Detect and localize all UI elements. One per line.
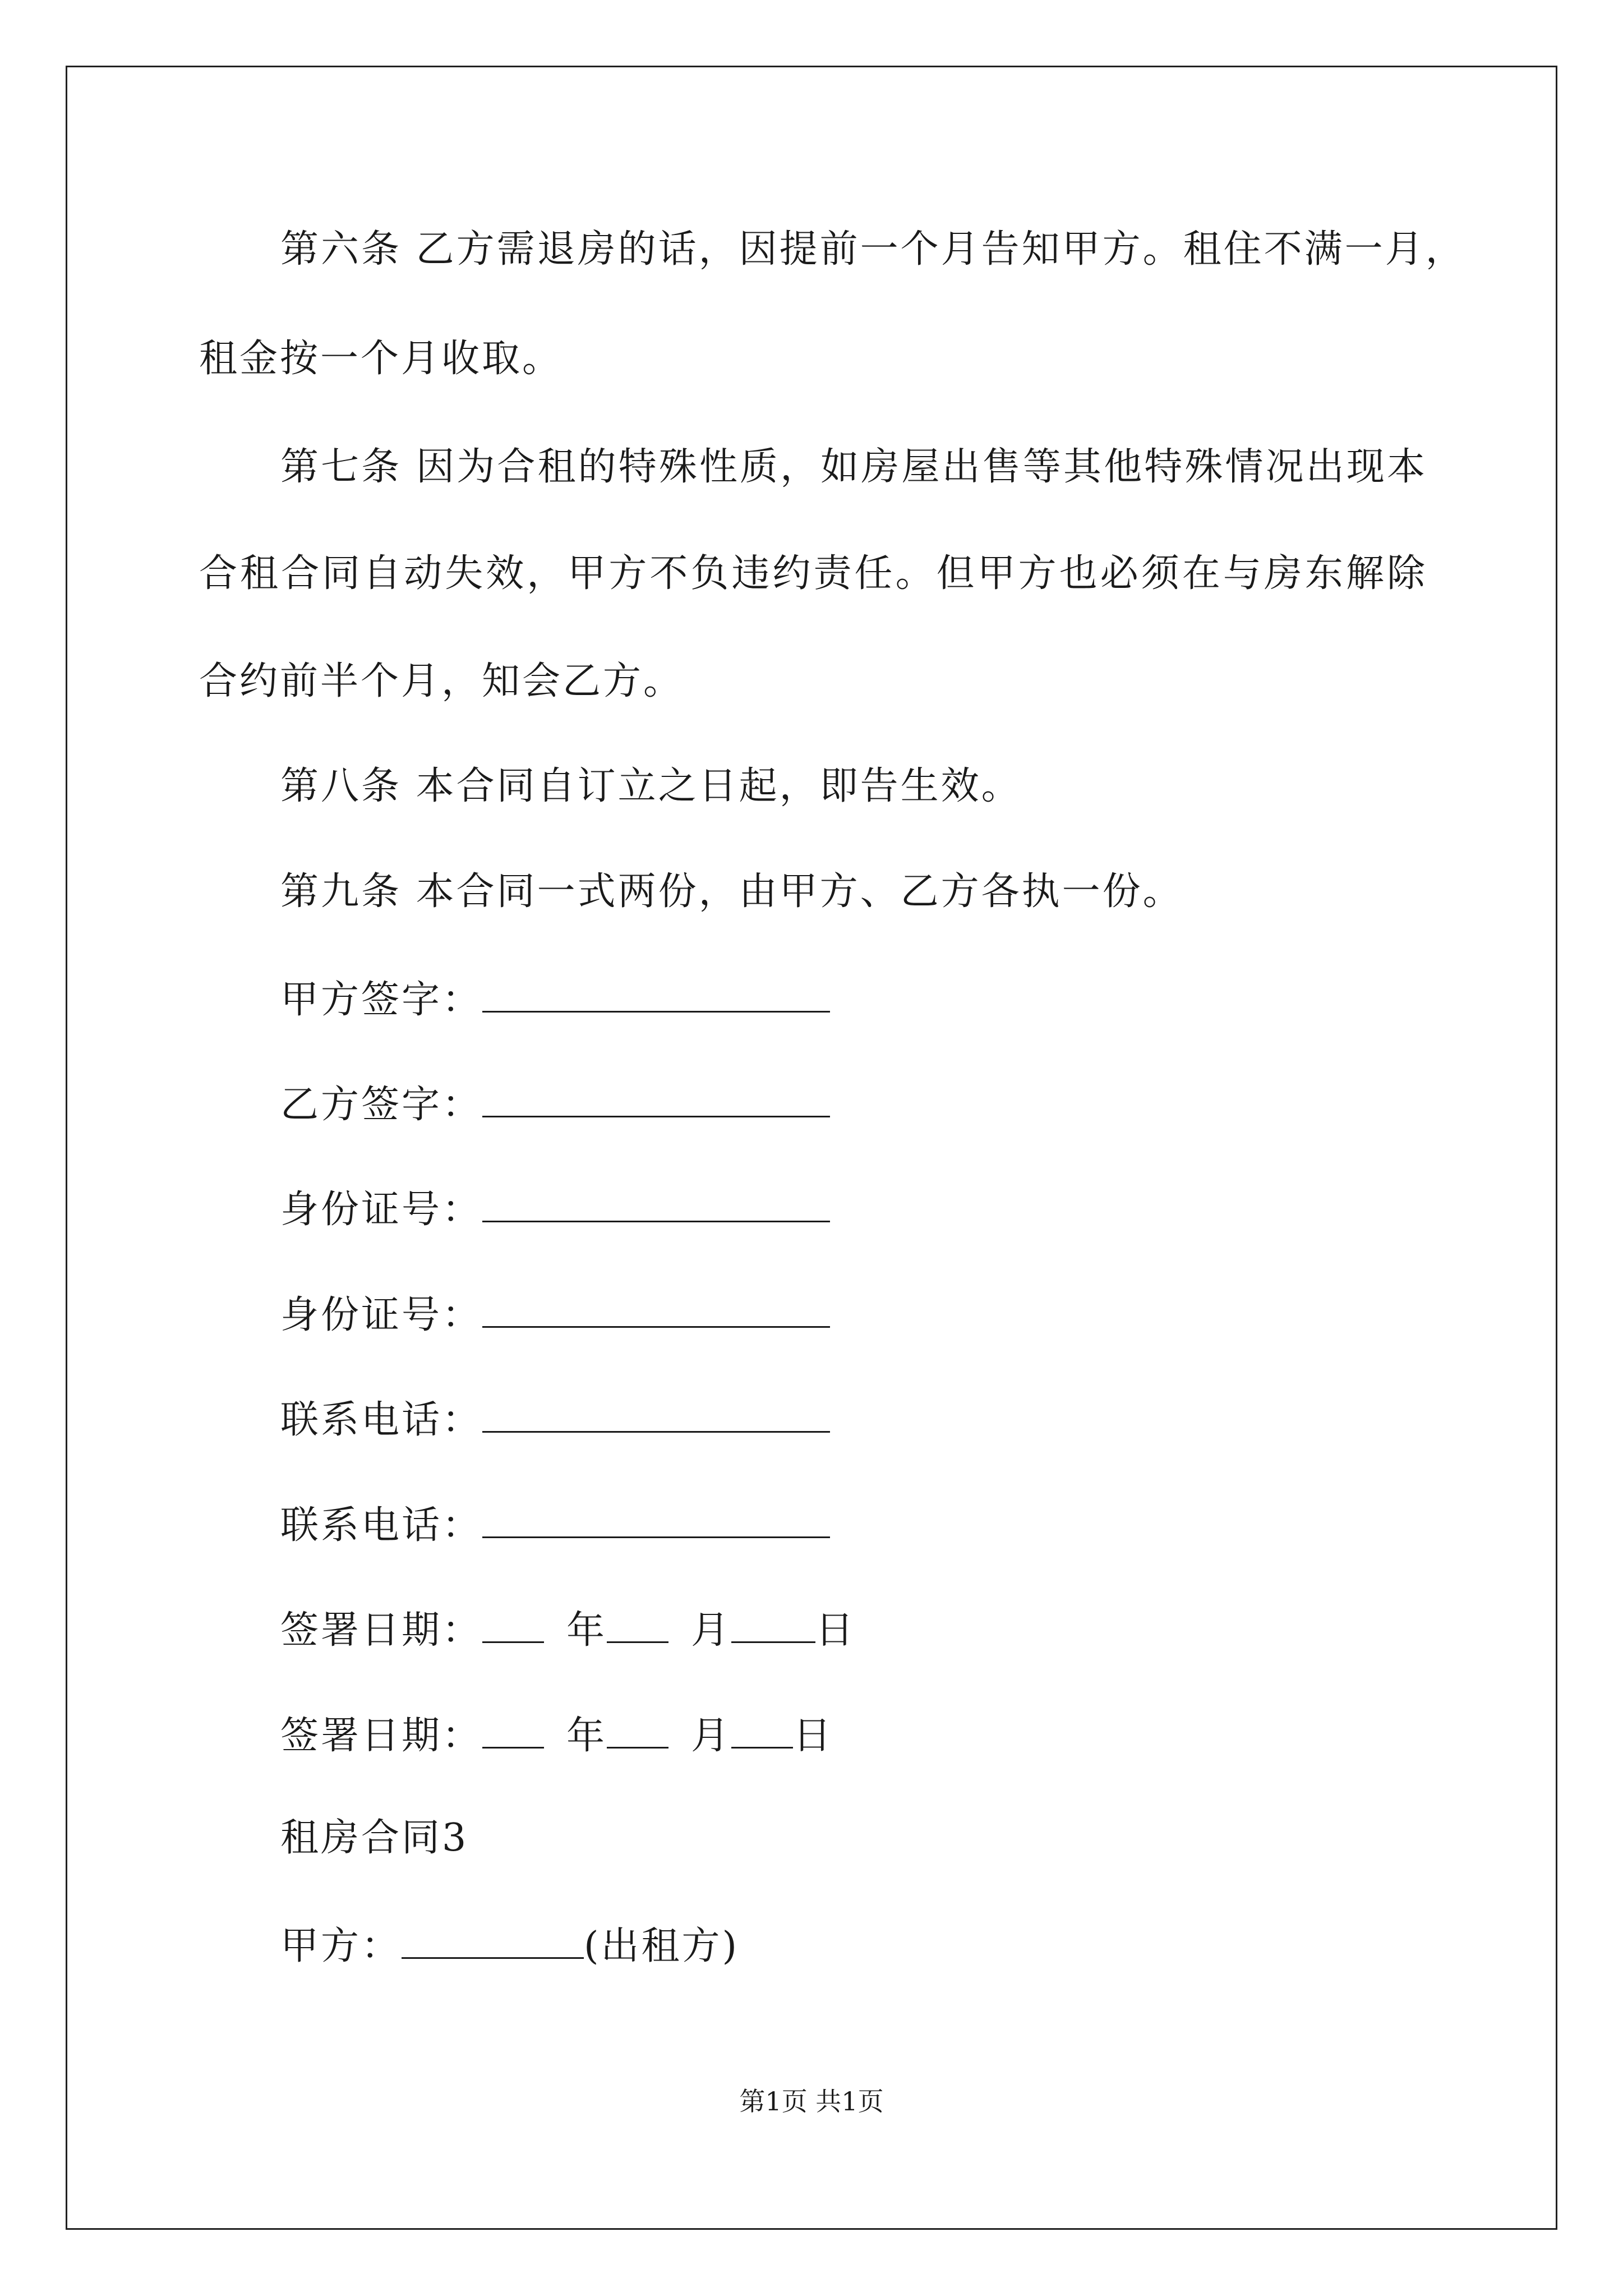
party-a-signature-field: [280, 975, 830, 1023]
article-8: 第八条 本合同自订立之日起，即告生效。: [280, 764, 1022, 808]
year-label-1: 年: [566, 1608, 607, 1653]
party-a-lessor-field: [280, 1921, 739, 1969]
party-b-signature-field: [280, 1080, 830, 1128]
party-a-lessor-role: (出租方): [584, 1924, 740, 1968]
phone-blank-1[interactable]: [482, 1395, 830, 1433]
article-9: 第九条 本合同一式两份，由甲方、乙方各执一份。: [280, 869, 1183, 914]
party-a-lessor-label: 甲方：: [280, 1924, 402, 1968]
page-border: [66, 66, 1557, 2230]
signing-date-field-1: [280, 1605, 856, 1653]
phone-field-1: [280, 1395, 830, 1443]
signing-date-label-1: 签署日期：: [280, 1608, 483, 1653]
party-a-signature-blank[interactable]: [482, 975, 830, 1013]
article-6-line-2: 租金按一个月收取。: [199, 337, 563, 381]
id-number-field-1: [280, 1185, 830, 1232]
article-7-line-1: 第七条 因为合租的特殊性质，如房屋出售等其他特殊情况出现本: [280, 445, 1427, 489]
phone-label-2: 联系电话：: [280, 1503, 483, 1548]
day-label-1: 日: [815, 1608, 856, 1653]
day-blank-2[interactable]: [731, 1711, 793, 1749]
id-number-blank-1[interactable]: [482, 1185, 830, 1222]
phone-field-2: [280, 1501, 830, 1548]
month-label-1: 月: [691, 1608, 732, 1653]
phone-blank-2[interactable]: [482, 1501, 830, 1538]
id-number-field-2: [280, 1290, 830, 1338]
party-a-signature-label: 甲方签字：: [280, 978, 483, 1022]
page-footer: 第1页 共1页: [739, 2086, 884, 2116]
signing-date-label-2: 签署日期：: [280, 1714, 483, 1758]
party-b-signature-blank[interactable]: [482, 1080, 830, 1117]
day-label-2: 日: [793, 1714, 834, 1758]
month-blank-1[interactable]: [607, 1605, 668, 1643]
month-blank-2[interactable]: [607, 1711, 668, 1749]
id-number-label-1: 身份证号：: [280, 1188, 483, 1232]
id-number-label-2: 身份证号：: [280, 1293, 483, 1337]
day-blank-1[interactable]: [731, 1605, 815, 1643]
id-number-blank-2[interactable]: [482, 1290, 830, 1328]
year-blank-1[interactable]: [482, 1605, 544, 1643]
article-6-line-1: 第六条 乙方需退房的话，因提前一个月告知甲方。租住不满一月，: [280, 227, 1466, 272]
article-7-line-3: 合约前半个月，知会乙方。: [199, 659, 684, 703]
year-blank-2[interactable]: [482, 1711, 544, 1749]
party-a-lessor-blank[interactable]: [402, 1921, 584, 1959]
month-label-2: 月: [691, 1714, 732, 1758]
contract-3-title: 租房合同3: [280, 1816, 469, 1860]
article-7-line-2: 合租合同自动失效，甲方不负违约责任。但甲方也必须在与房东解除: [199, 551, 1427, 596]
party-b-signature-label: 乙方签字：: [280, 1083, 483, 1127]
signing-date-field-2: [280, 1711, 833, 1759]
year-label-2: 年: [566, 1714, 607, 1758]
phone-label-1: 联系电话：: [280, 1398, 483, 1442]
